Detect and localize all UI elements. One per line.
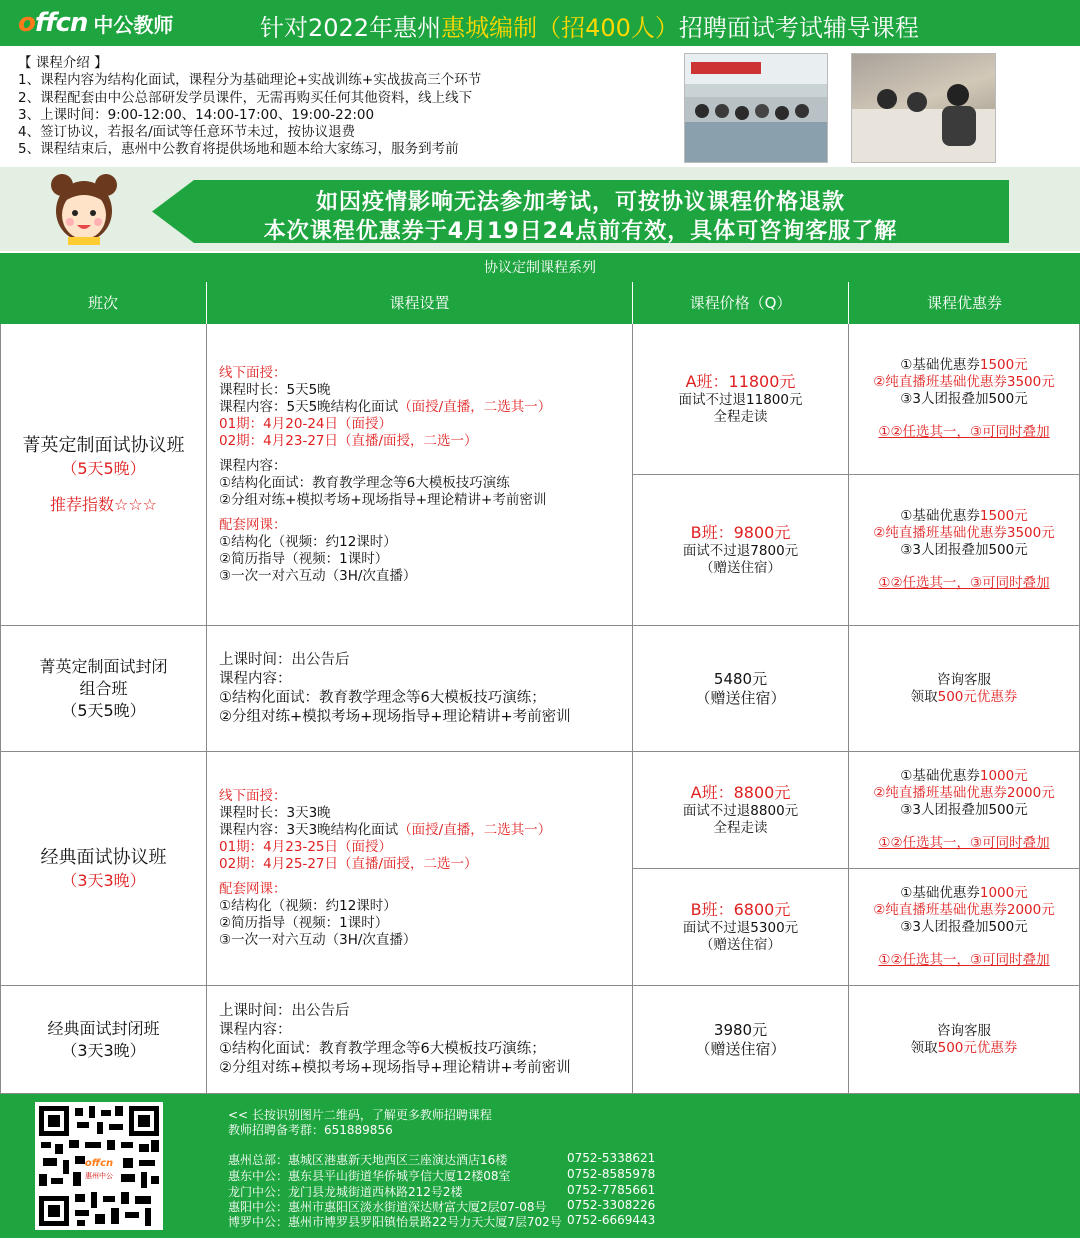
coupon-line: 领取500元优惠券	[910, 688, 1018, 705]
row2-setting-cell	[207, 626, 633, 752]
coupon-rule: ①②任选其一，③可同时叠加	[878, 835, 1050, 851]
content-line	[219, 399, 632, 416]
title-pre: 针对2022年惠州	[260, 14, 442, 42]
online-item: ①结构化（视频：约12课时）	[219, 898, 397, 914]
period-1: 01期：4月20-24日（面授）	[219, 415, 392, 432]
coupon-line: ①基础优惠券1000元	[900, 768, 1028, 784]
classroom-photo-1	[684, 53, 828, 163]
row1-recommend: 推荐指数☆☆☆	[49, 494, 158, 514]
coupon-line: ③3人团报叠加500元	[900, 542, 1028, 558]
price-note: 面试不过退11800元	[678, 392, 803, 408]
row2-name-2: 组合班	[79, 678, 128, 698]
coupon-rule: ①②任选其一，③可同时叠加	[878, 575, 1050, 591]
row2-sub: （5天5晚）	[61, 700, 146, 720]
qr-code-icon[interactable]	[35, 1102, 163, 1230]
row1-coupon-a	[849, 324, 1080, 475]
coupon-rule: ①②任选其一，③可同时叠加	[878, 424, 1050, 440]
title-post: 招聘面试考试辅导课程	[678, 14, 919, 42]
table-title: 协议定制课程系列	[0, 252, 1080, 282]
row3-coupon-a	[849, 752, 1080, 869]
coupon-line: ③3人团报叠加500元	[900, 802, 1028, 818]
online-item: ③一次一对六互动（3H/次直播）	[219, 567, 417, 584]
coupon-line: ②纯直播班基础优惠券2000元	[873, 785, 1055, 801]
row2-price-cell	[633, 626, 849, 752]
row3-name: 经典面试协议班	[40, 846, 167, 868]
desks	[685, 122, 828, 163]
price-b: B班：6800元	[690, 900, 791, 919]
period-2: 02期：4月23-27日（直播/面授，二选一）	[219, 432, 478, 449]
row1-price-b	[633, 475, 849, 626]
row3-setting-cell	[207, 752, 633, 986]
course-intro	[18, 55, 668, 159]
content-red: （面授/直播，二选其一）	[398, 398, 552, 415]
office-phone: 0752-8585978	[567, 1167, 656, 1181]
content-label: 课程内容：	[219, 670, 292, 687]
banner-line-2: 本次课程优惠券于4月19日24点前有效，具体可咨询客服了解	[263, 219, 898, 244]
offline-label: 线下面授：	[219, 364, 287, 381]
row1-sub: （5天5晚）	[61, 458, 146, 478]
office-address: 龙门中公：龙门县龙城街道西林路212号2楼	[228, 1185, 463, 1199]
content-item: ①结构化面试：教育教学理念等6大模板技巧演练；	[219, 689, 546, 706]
content-label: 课程内容：	[219, 1021, 292, 1038]
row4-coupon-cell	[849, 986, 1080, 1094]
coupon-line: ②纯直播班基础优惠券3500元	[873, 374, 1055, 390]
coupon-line: ②纯直播班基础优惠券3500元	[873, 525, 1055, 541]
content-item: ②分组对练+模拟考场+现场指导+理论精讲+考前密训	[219, 491, 547, 508]
online-item: ②简历指导（视频：1课时）	[219, 915, 389, 931]
office-address: 博罗中公：惠州市博罗县罗阳镇怡景路22号力天大厦7层702号	[228, 1215, 562, 1229]
class-time: 上课时间：出公告后	[219, 1002, 350, 1019]
price-a: A班：11800元	[685, 372, 796, 391]
price: 5480元	[713, 669, 768, 688]
page-header	[0, 0, 1080, 46]
office-phone: 0752-6669443	[567, 1213, 656, 1227]
row3-coupon-b	[849, 869, 1080, 986]
price-note: （赠送住宿）	[700, 937, 781, 953]
coupon-line: ①基础优惠券1000元	[900, 885, 1028, 901]
header-coupon: 课程优惠券	[926, 294, 1002, 312]
header-class: 班次	[0, 282, 207, 324]
intro-item: 4、签订协议，若报名/面试等任意环节未过，按协议退费	[18, 124, 356, 141]
price-note: （赠送住宿）	[695, 688, 786, 707]
page-title	[260, 8, 919, 43]
intro-item: 5、课程结束后，惠州中公教育将提供场地和题本给大家练习，服务到考前	[18, 141, 459, 158]
content-pre: 课程内容：5天5晚结构化面试	[219, 398, 399, 415]
classroom-photo-2	[851, 53, 996, 163]
duration: 课程时长：3天3晚	[219, 805, 331, 821]
period-2: 02期：4月25-27日（直播/面授，二选一）	[219, 856, 478, 872]
banner-line-1: 如因疫情影响无法参加考试，可按协议课程价格退款	[315, 190, 845, 215]
coupon-line: ②纯直播班基础优惠券2000元	[873, 902, 1055, 918]
price-note: （赠送住宿）	[695, 1039, 786, 1058]
content-item: ②分组对练+模拟考场+现场指导+理论精讲+考前密训	[219, 708, 571, 725]
row3-sub: （3天3晚）	[61, 870, 146, 890]
online-item: ③一次一对六互动（3H/次直播）	[219, 932, 417, 948]
duration: 课程时长：5天5晚	[219, 381, 331, 398]
class-time: 上课时间：出公告后	[219, 651, 350, 668]
price-a: A班：8800元	[690, 783, 791, 802]
content-label: 课程内容：	[219, 457, 287, 474]
footer-hint: << 长按识别图片二维码，了解更多教师招聘课程	[228, 1108, 492, 1122]
logo-latin-rest: ffcn	[34, 8, 88, 38]
offcn-logo	[18, 6, 173, 40]
header-setting: 课程设置	[207, 282, 633, 324]
price-note: 全程走读	[713, 409, 768, 425]
office-phone: 0752-7785661	[567, 1183, 656, 1197]
online-label: 配套网课：	[219, 516, 287, 533]
title-highlight: 惠城编制（招400人）	[441, 14, 679, 42]
coupon-line: ①基础优惠券1500元	[900, 508, 1028, 524]
price-note: 面试不过退5300元	[682, 920, 799, 936]
office-phone: 0752-5338621	[567, 1151, 656, 1165]
row4-price-cell	[633, 986, 849, 1094]
row4-setting-cell	[207, 986, 633, 1094]
row1-coupon-b	[849, 475, 1080, 626]
price-note: 面试不过退7800元	[682, 543, 799, 559]
content-item: ①结构化面试：教育教学理念等6大模板技巧演练；	[219, 1040, 546, 1057]
row2-name-1: 菁英定制面试封闭	[39, 656, 168, 676]
coupon-line: ③3人团报叠加500元	[900, 919, 1028, 935]
row1-setting-cell	[207, 324, 633, 626]
office-address: 惠阳中公：惠州市惠阳区淡水街道深达财富大厦2层07-08号	[228, 1200, 547, 1214]
online-label: 配套网课：	[219, 881, 287, 897]
price-note: 面试不过退8800元	[682, 803, 799, 819]
cartoon-girl-icon	[46, 173, 122, 245]
row4-name: 经典面试封闭班	[47, 1018, 160, 1038]
office-address: 惠东中公：惠东县平山街道华侨城亨信大厦12楼08室	[228, 1169, 511, 1183]
qr-label: 惠州中公	[85, 1172, 113, 1180]
row4-sub: （3天3晚）	[61, 1040, 146, 1060]
online-item: ②简历指导（视频：1课时）	[219, 550, 389, 567]
row3-price-b	[633, 869, 849, 986]
classroom-banner	[691, 62, 761, 74]
online-item: ①结构化（视频：约12课时）	[219, 533, 397, 550]
intro-item: 3、上课时间：9:00-12:00、14:00-17:00、19:00-22:00	[18, 106, 375, 123]
content-item: ②分组对练+模拟考场+现场指导+理论精讲+考前密训	[219, 1059, 571, 1076]
content-line: 课程内容：3天3晚结构化面试（面授/直播，二选其一）	[219, 822, 552, 838]
price-note: 全程走读	[713, 820, 768, 836]
office-address: 惠州总部：惠城区港惠新天地西区三座演达酒店16楼	[228, 1153, 508, 1167]
price: 3980元	[713, 1020, 768, 1039]
intro-item: 2、课程配套由中公总部研发学员课件，无需再购买任何其他资料，线上线下	[18, 89, 473, 106]
intro-item: 1、课程内容为结构化面试，课程分为基础理论+实战训练+实战拔高三个环节	[18, 72, 482, 89]
coupon-line: 咨询客服	[937, 1022, 991, 1039]
period-1: 01期：4月23-25日（面授）	[219, 839, 392, 855]
coupon-line: ③3人团报叠加500元	[900, 391, 1028, 407]
row2-coupon-cell	[849, 626, 1080, 752]
coupon-line: 领取500元优惠券	[910, 1039, 1018, 1056]
offline-label: 线下面授：	[219, 788, 287, 804]
footer-group: 教师招聘备考群：651889856	[228, 1123, 393, 1137]
logo-cn: 中公教师	[93, 12, 174, 37]
table-header	[0, 282, 1080, 324]
intro-heading: 【 课程介绍 】	[18, 55, 108, 71]
row3-price-a	[633, 752, 849, 869]
notice-banner	[0, 167, 1080, 251]
office-phone: 0752-3308226	[567, 1198, 656, 1212]
row3-name-cell	[0, 752, 207, 986]
coupon-line: ①基础优惠券1500元	[900, 357, 1028, 373]
content-item: ①结构化面试：教育教学理念等6大模板技巧演练	[219, 474, 510, 491]
coupon-line: 咨询客服	[937, 671, 991, 688]
page-footer	[0, 1094, 1080, 1238]
row2-name-cell	[0, 626, 207, 752]
qr-logo: offcn	[84, 1158, 114, 1169]
logo-latin: offcn	[18, 8, 88, 38]
price-b: B班：9800元	[690, 523, 791, 542]
row1-name: 菁英定制面试协议班	[22, 434, 185, 456]
coupon-rule: ①②任选其一，③可同时叠加	[878, 952, 1050, 968]
header-price: 课程价格（Q）	[633, 282, 849, 324]
price-note: （赠送住宿）	[700, 560, 781, 576]
row4-name-cell	[0, 986, 207, 1094]
row1-name-cell	[0, 324, 207, 626]
row1-price-a	[633, 324, 849, 475]
